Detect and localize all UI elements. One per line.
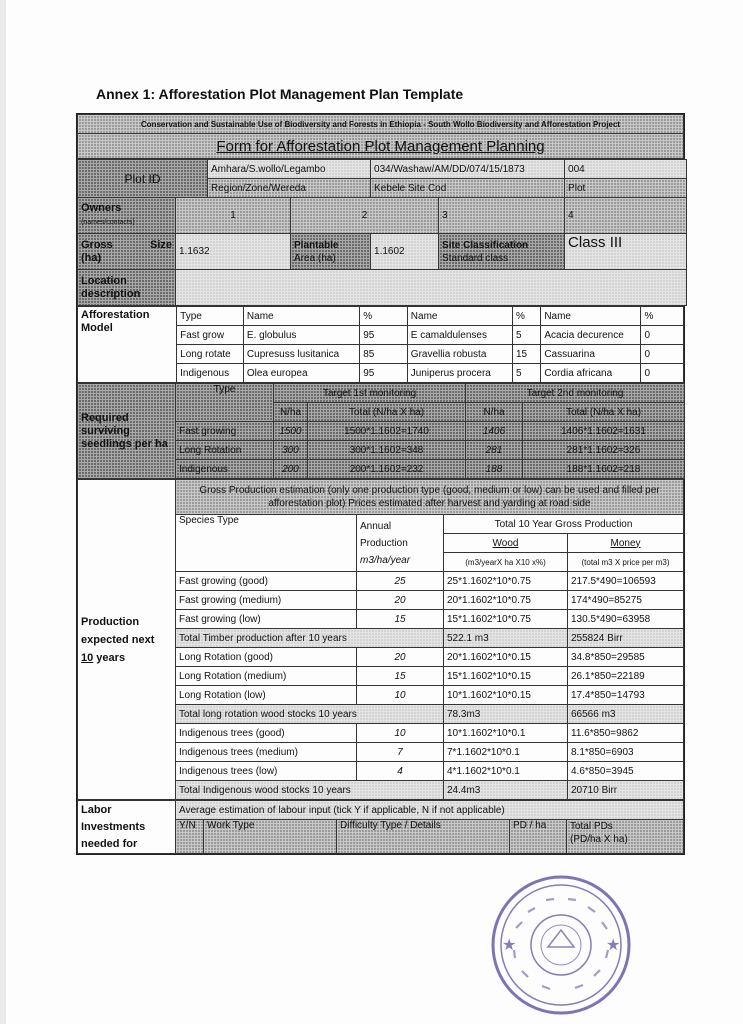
model-header-pct-3: % (641, 307, 684, 326)
total-money-cell: 255824 Birr (568, 629, 684, 648)
plot-label: Plot (565, 179, 687, 198)
t1-total-header: Total (N/ha X ha) (308, 403, 466, 422)
seedling-cell: 1406 (466, 422, 523, 441)
scan-edge (0, 0, 6, 1024)
wood-header: Wood (444, 534, 568, 553)
labor-header-pd-ha: PD / ha (510, 820, 567, 854)
wood-cell: 15*1.1602*10*0.15 (444, 667, 568, 686)
labor-label (78, 801, 176, 854)
model-cell: 0 (641, 345, 684, 364)
t2-nha-header: N/ha (466, 403, 523, 422)
total-10-year-header: Total 10 Year Gross Production (444, 515, 684, 534)
size-label: Size (149, 238, 172, 251)
species-cell: Fast growing (low) (176, 610, 357, 629)
owners-title: Owners (81, 202, 122, 214)
model-cell: 15 (513, 345, 541, 364)
production-note: Gross Production estimation (only one production type (good, medium or low) can be used and filled per afforestation plot) Prices estimated after harvest and yarding at road side (176, 480, 684, 515)
site-class-sub: Standard class (442, 252, 509, 264)
afforestation-model-table (77, 306, 684, 383)
species-cell: Indigenous trees (low) (176, 762, 357, 781)
production-label-b: expected next (81, 633, 155, 646)
annual-production-header (357, 515, 444, 572)
seedlings-table (77, 383, 685, 479)
money-header: Money (568, 534, 684, 553)
seedling-cell: Long Rotation (176, 441, 274, 460)
model-cell: E. globulus (243, 326, 359, 345)
wood-cell: 25*1.1602*10*0.75 (444, 572, 568, 591)
money-cell: 4.6*850=3945 (568, 762, 684, 781)
seedlings-type-header: Type (176, 384, 274, 422)
total-wood-cell: 78.3m3 (444, 705, 568, 724)
model-cell: Juniperus procera (407, 364, 512, 383)
total-money-cell: 20710 Birr (568, 781, 684, 800)
seedling-cell: Fast growing (176, 422, 274, 441)
plantable-area-label (291, 234, 371, 270)
plot-id-label: Plot ID (78, 160, 208, 198)
gross-size-value: 1.1632 (176, 234, 291, 270)
afforestation-label-a: Afforestation (81, 309, 150, 321)
site-class-value: Class III (565, 234, 687, 270)
species-cell: Indigenous trees (medium) (176, 743, 357, 762)
wood-cell: 20*1.1602*10*0.15 (444, 648, 568, 667)
owners-sublabel: (names/contacts) (81, 219, 135, 226)
annual-cell: 15 (357, 610, 444, 629)
money-cell: 174*490=85275 (568, 591, 684, 610)
plantable-title: Plantable (294, 239, 339, 251)
annual-cell: 7 (357, 743, 444, 762)
plantable-area-value: 1.1602 (371, 234, 439, 270)
species-cell: Long Rotation (good) (176, 648, 357, 667)
plot-info-table (77, 159, 687, 306)
wood-cell: 20*1.1602*10*0.75 (444, 591, 568, 610)
labor-label-c: needed for (81, 837, 138, 850)
annual-cell: 10 (357, 724, 444, 743)
owner-1: 1 (176, 198, 291, 234)
wood-cell: 10*1.1602*10*0.15 (444, 686, 568, 705)
total-label-cell: Total Timber production after 10 years (176, 629, 444, 648)
species-cell: Fast growing (good) (176, 572, 357, 591)
form-header (77, 114, 684, 159)
region-value: Amhara/S.wollo/Legambo (208, 160, 371, 179)
region-label: Region/Zone/Wereda (208, 179, 371, 198)
money-cell: 17.4*850=14793 (568, 686, 684, 705)
seedling-cell: 300*1.1602=348 (308, 441, 466, 460)
seedling-cell: 188*1.1602=218 (523, 460, 685, 479)
official-stamp (488, 872, 634, 1018)
total-label-cell: Total long rotation wood stocks 10 years (176, 705, 444, 724)
production-label (78, 480, 176, 800)
kebele-value: 034/Washaw/AM/DD/074/15/1873 (371, 160, 565, 179)
total-label-cell: Total Indigenous wood stocks 10 years (176, 781, 444, 800)
seedling-cell: Indigenous (176, 460, 274, 479)
model-cell: Cassuarina (541, 345, 641, 364)
production-label-a: Production (81, 615, 140, 628)
species-type-header: Species Type (176, 515, 357, 572)
labor-table (77, 800, 684, 854)
afforestation-label-b: Model (81, 322, 113, 334)
form-title: Form for Afforestation Plot Management Planning (78, 134, 684, 159)
money-cell: 11.6*850=9862 (568, 724, 684, 743)
kebele-label: Kebele Site Cod (371, 179, 565, 198)
svg-text:★: ★ (502, 935, 517, 954)
annual-cell: 10 (357, 686, 444, 705)
species-cell: Long Rotation (low) (176, 686, 357, 705)
total-wood-cell: 522.1 m3 (444, 629, 568, 648)
labor-label-a: Labor (81, 803, 112, 816)
model-header-pct-2: % (513, 307, 541, 326)
wood-cell: 15*1.1602*10*0.75 (444, 610, 568, 629)
money-sub-header: (total m3 X price per m3) (568, 553, 684, 572)
annual-cell: 25 (357, 572, 444, 591)
labor-note: Average estimation of labour input (tick Y if applicable, N if not applicable) (176, 801, 684, 820)
species-cell: Fast growing (medium) (176, 591, 357, 610)
labor-total-label: Total PDs (570, 821, 613, 832)
model-header-pct-1: % (360, 307, 408, 326)
owner-2: 2 (291, 198, 439, 234)
seedling-cell: 1406*1.1602=1631 (523, 422, 685, 441)
labor-header-work-type: Work Type (204, 820, 337, 854)
labor-label-b: Investments (81, 820, 146, 833)
annex-title: Annex 1: Afforestation Plot Management Plan Template (96, 86, 464, 102)
species-cell: Indigenous trees (good) (176, 724, 357, 743)
model-cell: Gravellia robusta (407, 345, 512, 364)
total-wood-cell: 24.4m3 (444, 781, 568, 800)
model-header-name-3: Name (541, 307, 641, 326)
wood-cell: 10*1.1602*10*0.1 (444, 724, 568, 743)
svg-text:★: ★ (606, 935, 621, 954)
seedling-cell: 281*1.1602=326 (523, 441, 685, 460)
plot-number-value: 004 (565, 160, 687, 179)
labor-header-total (567, 820, 684, 854)
model-cell: Cordia africana (541, 364, 641, 383)
money-cell: 26.1*850=22189 (568, 667, 684, 686)
money-cell: 217.5*490=106593 (568, 572, 684, 591)
money-cell: 8.1*850=6903 (568, 743, 684, 762)
model-cell: 0 (641, 326, 684, 345)
model-cell: 0 (641, 364, 684, 383)
production-table (77, 479, 684, 800)
afforestation-model-label (78, 307, 177, 383)
gross-unit: (ha) (81, 251, 102, 264)
annual-header-a: Annual (360, 520, 392, 532)
money-cell: 34.8*850=29585 (568, 648, 684, 667)
production-years-num: 10 (81, 651, 94, 664)
model-cell: E camaldulenses (407, 326, 512, 345)
model-cell: Fast grow (177, 326, 244, 345)
seedling-cell: 200*1.1602=232 (308, 460, 466, 479)
management-plan-form (76, 113, 685, 855)
location-label-b: description (81, 287, 141, 300)
project-header: Conservation and Sustainable Use of Biodiversity and Forests in Ethiopia - South Wollo Biodiversity and Afforestation Project (78, 115, 684, 134)
production-years-word: years (93, 651, 126, 664)
seedling-cell: 188 (466, 460, 523, 479)
gross-size-label (78, 234, 176, 270)
labor-header-yn: Y/N (176, 820, 204, 854)
wood-sub-header: (m3/yearX ha X10 x%) (444, 553, 568, 572)
location-label-a: Location (81, 274, 127, 287)
gross-label: Gross (81, 238, 113, 251)
model-cell: Indigenous (177, 364, 244, 383)
seedling-cell: 281 (466, 441, 523, 460)
model-header-name-2: Name (407, 307, 512, 326)
target-2-header: Target 2nd monitoring (466, 384, 685, 403)
model-cell: 85 (360, 345, 408, 364)
target-1-header: Target 1st monitoring (274, 384, 466, 403)
seedling-cell: 300 (274, 441, 308, 460)
site-class-title: Site Classification (442, 239, 529, 251)
model-cell: 5 (513, 364, 541, 383)
model-header-type: Type (177, 307, 244, 326)
total-money-cell: 66566 m3 (568, 705, 684, 724)
wood-cell: 4*1.1602*10*0.1 (444, 762, 568, 781)
annual-cell: 20 (357, 591, 444, 610)
annual-cell: 15 (357, 667, 444, 686)
model-cell: 95 (360, 364, 408, 383)
model-header-name-1: Name (243, 307, 359, 326)
t1-nha-header: N/ha (274, 403, 308, 422)
model-cell: Acacia decurence (541, 326, 641, 345)
seedling-cell: 200 (274, 460, 308, 479)
owner-4: 4 (565, 198, 687, 234)
owners-label (78, 198, 176, 234)
model-cell: Cupresuss lusitanica (243, 345, 359, 364)
owner-3: 3 (439, 198, 565, 234)
annual-header-c: m3/ha/year (360, 554, 411, 566)
model-cell: 95 (360, 326, 408, 345)
site-classification-label (439, 234, 565, 270)
annual-cell: 20 (357, 648, 444, 667)
labor-header-difficulty: Difficulty Type / Details (337, 820, 510, 854)
species-cell: Long Rotation (medium) (176, 667, 357, 686)
model-cell: Olea europea (243, 364, 359, 383)
seedlings-label: Required surviving seedlings per ha (78, 384, 176, 479)
seedling-cell: 1500*1.1602=1740 (308, 422, 466, 441)
annual-header-b: Production (360, 537, 408, 549)
t2-total-header: Total (N/ha X ha) (523, 403, 685, 422)
labor-total-sub: (PD/ha X ha) (570, 834, 628, 845)
plantable-unit: Area (ha) (294, 252, 336, 264)
location-value (176, 270, 687, 306)
money-cell: 130.5*490=63958 (568, 610, 684, 629)
location-label (78, 270, 176, 306)
wood-cell: 7*1.1602*10*0.1 (444, 743, 568, 762)
model-cell: 5 (513, 326, 541, 345)
annual-cell: 4 (357, 762, 444, 781)
model-cell: Long rotate (177, 345, 244, 364)
seedling-cell: 1500 (274, 422, 308, 441)
